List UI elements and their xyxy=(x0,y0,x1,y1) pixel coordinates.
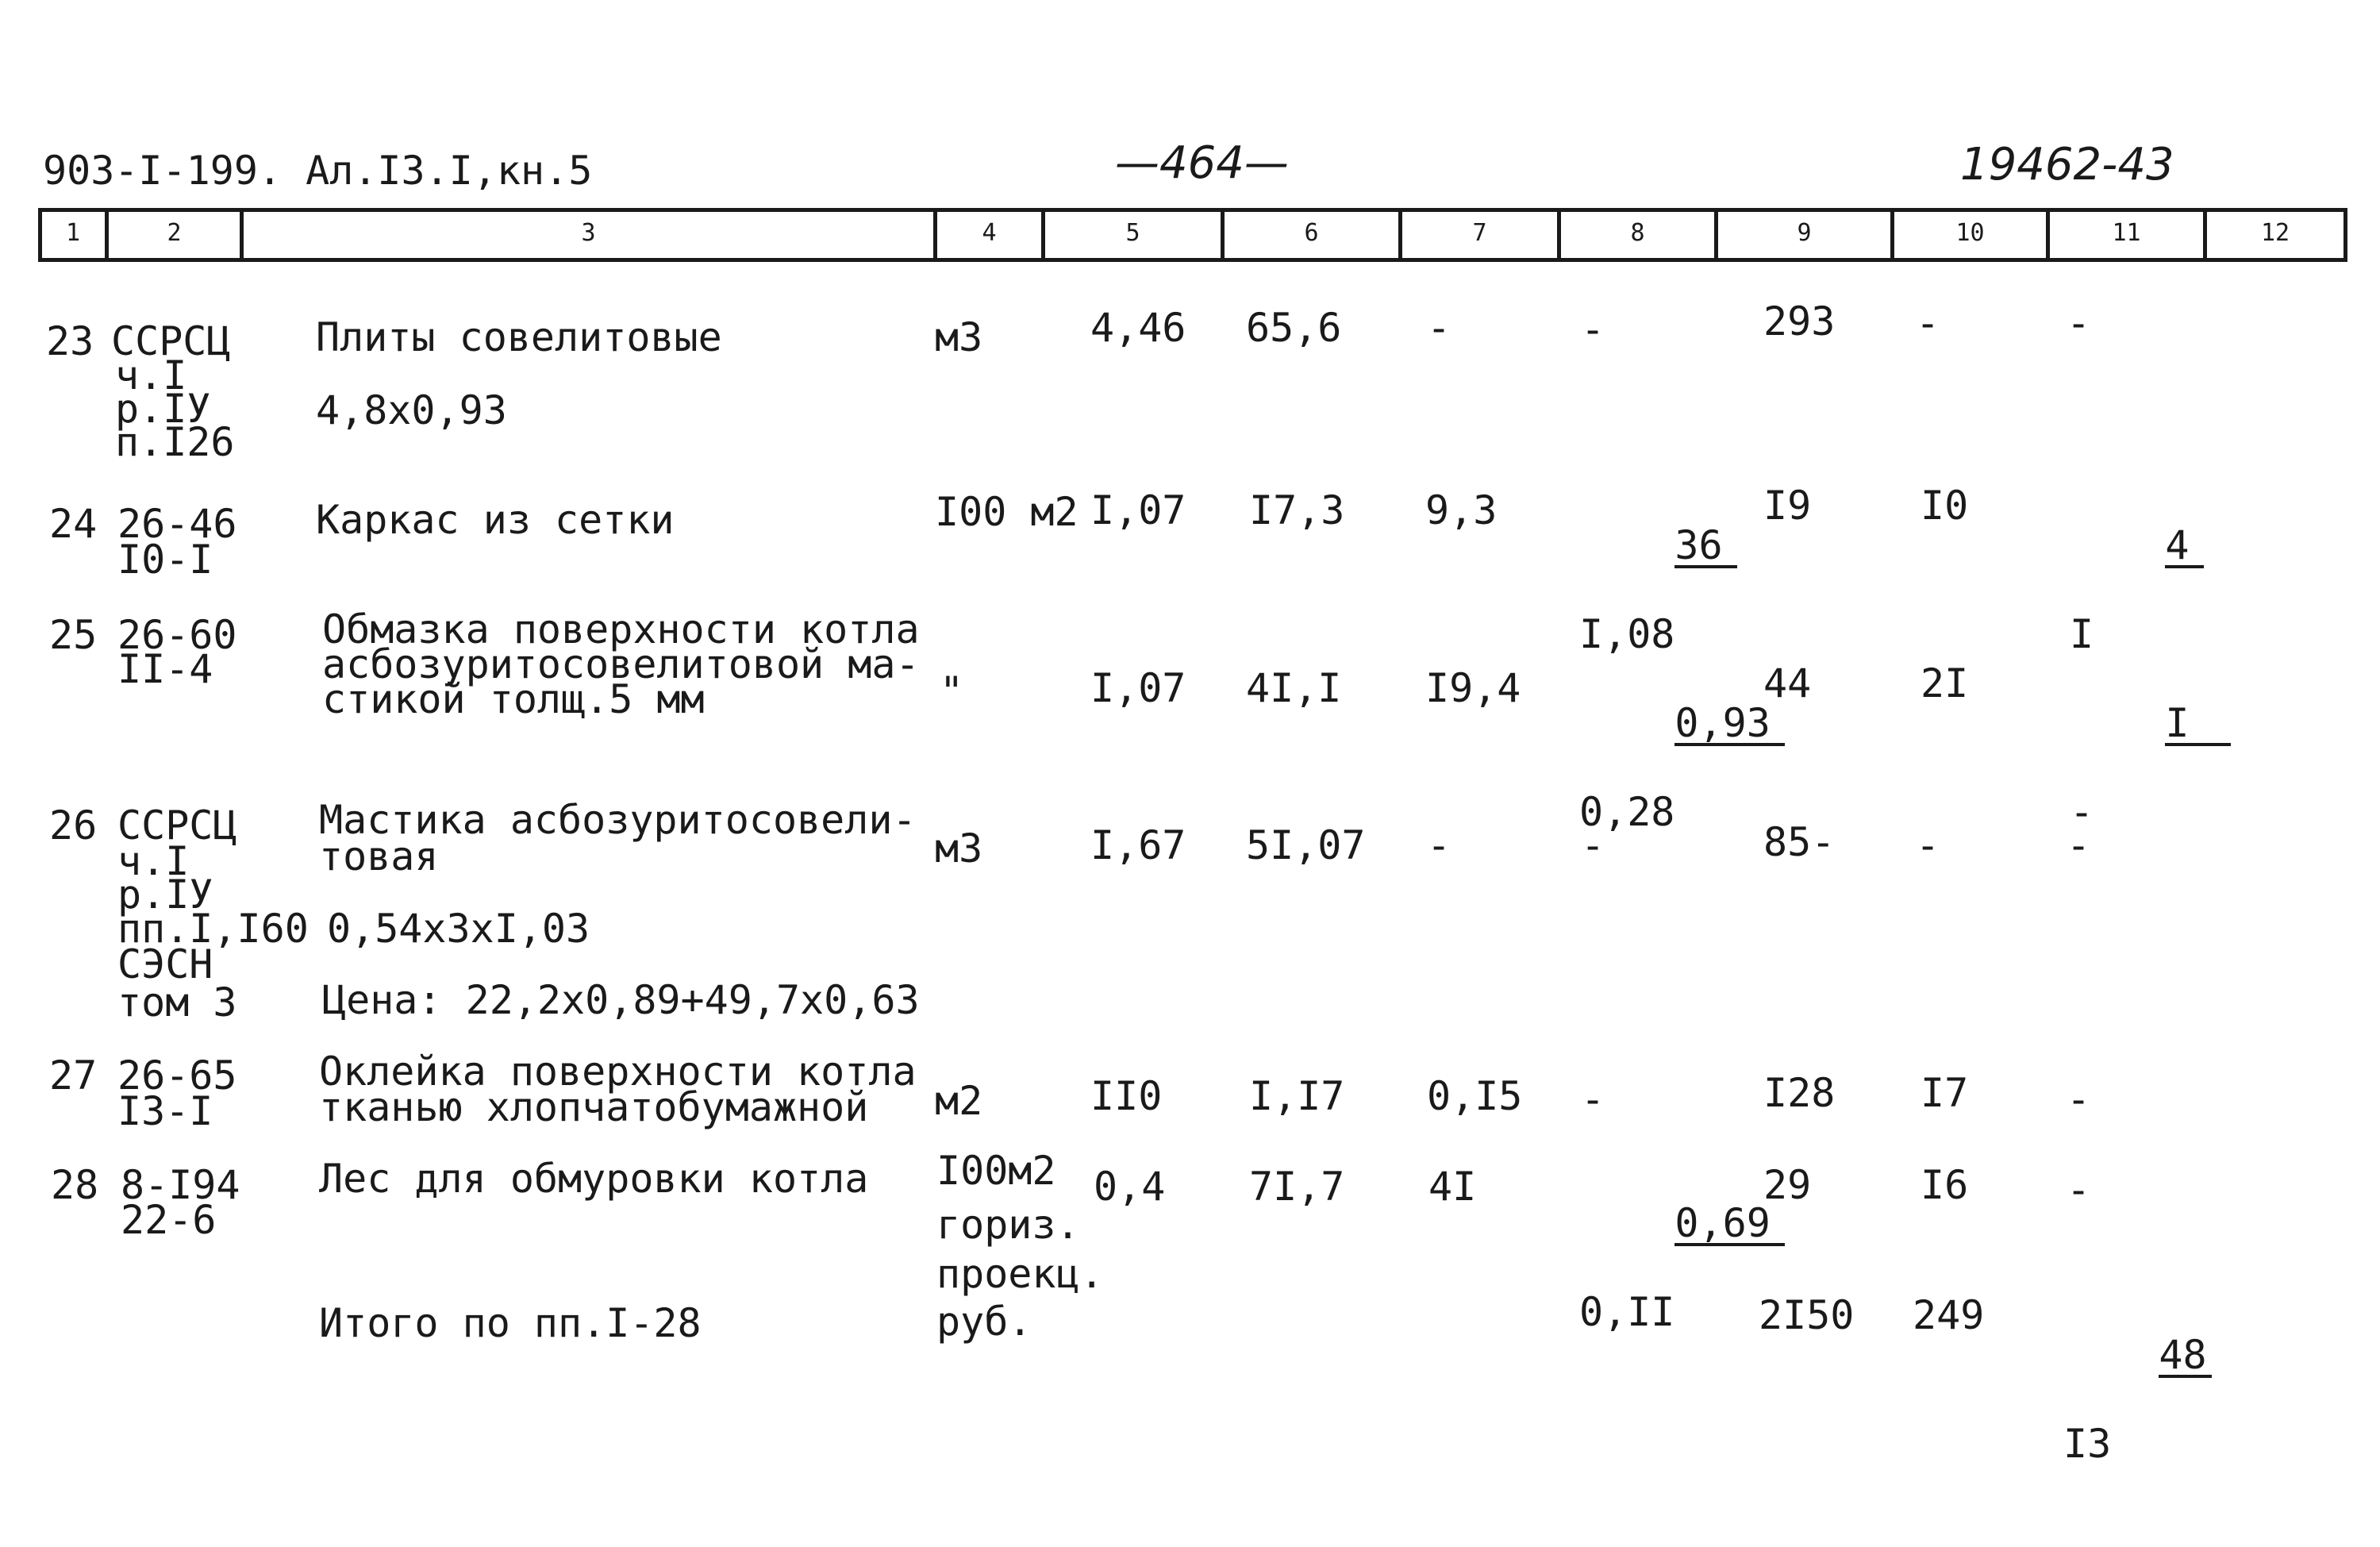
column-number-10: 10 xyxy=(1955,219,1985,247)
cell-col10: - xyxy=(1916,822,1940,868)
item-name: Обмазка поверхности котла xyxy=(322,606,920,652)
column-number-1: 1 xyxy=(65,219,81,247)
norm-code: р.IУ xyxy=(115,386,211,432)
total-label: Итого по пп.I-28 xyxy=(319,1300,702,1346)
norm-code: 22-6 xyxy=(121,1197,217,1243)
cell-col11-fraction xyxy=(2070,664,2231,911)
unit-ditto: " xyxy=(940,668,964,714)
column-number-4: 4 xyxy=(982,219,997,247)
fraction-numerator: 4 xyxy=(2165,525,2203,568)
cell-col9: I9 xyxy=(1763,483,1812,529)
item-name: стикой толщ.5 мм xyxy=(322,676,705,722)
cell-col8-fraction xyxy=(1579,664,1785,911)
column-number-11: 11 xyxy=(2112,219,2141,247)
item-name: Лес для обмуровки котла xyxy=(319,1156,869,1202)
fraction-numerator: I xyxy=(2165,703,2230,746)
cell-col10: I7 xyxy=(1921,1070,1969,1116)
cell-col10: - xyxy=(1916,300,1940,346)
column-number-6: 6 xyxy=(1304,219,1319,247)
total-col9: 2I50 xyxy=(1759,1292,1855,1338)
cell-col6: 4I,I xyxy=(1246,665,1342,711)
unit: м2 xyxy=(935,1078,983,1124)
norm-code: 26-65 xyxy=(117,1052,237,1099)
cell-col7: - xyxy=(1427,822,1451,868)
cell-col9: 44 xyxy=(1763,660,1812,706)
cell-col11: - xyxy=(2067,1167,2091,1213)
norm-code: ч.I xyxy=(117,838,190,884)
cell-col6: I,I7 xyxy=(1249,1073,1345,1119)
page-number: —464— xyxy=(1115,137,1289,189)
cell-col6: 7I,7 xyxy=(1249,1164,1345,1210)
column-number-12: 12 xyxy=(2260,219,2290,247)
fraction-denominator: I,08 xyxy=(1579,611,1675,657)
norm-code: р.IУ xyxy=(117,872,213,918)
item-name: Оклейка поверхности котла xyxy=(319,1049,917,1095)
norm-code: п.I26 xyxy=(115,419,235,465)
fraction-denominator: 0,II xyxy=(1579,1289,1675,1335)
cell-col5: I,07 xyxy=(1090,665,1186,711)
cell-col11: - xyxy=(2067,300,2091,346)
fraction-numerator: 0,69 xyxy=(1674,1203,1784,1246)
row-number: 28 xyxy=(51,1162,99,1208)
row-number: 24 xyxy=(49,501,98,547)
cell-col8-fraction xyxy=(1579,1164,1785,1411)
fraction-denominator: I3 xyxy=(2063,1421,2112,1467)
cell-col9: I28 xyxy=(1763,1070,1836,1116)
fraction-denominator: I xyxy=(2070,611,2094,657)
norm-code: ч.I xyxy=(115,352,187,398)
item-name: тканью хлопчатобумажной xyxy=(319,1084,869,1130)
column-number-8: 8 xyxy=(1630,219,1645,247)
cell-col7: 4I xyxy=(1428,1164,1477,1210)
cell-col5: II0 xyxy=(1090,1073,1163,1119)
cell-col8: - xyxy=(1581,306,1605,352)
norm-code: пп.I,I60 xyxy=(117,906,309,952)
cell-col10: I0 xyxy=(1921,483,1969,529)
cell-col6: 5I,07 xyxy=(1246,822,1366,868)
column-number-7: 7 xyxy=(1472,219,1487,247)
cell-col11: - xyxy=(2067,822,2091,868)
norm-code: СЭСН xyxy=(117,941,213,987)
cell-col5: I,67 xyxy=(1090,822,1186,868)
norm-code: 26-60 xyxy=(117,612,237,658)
cell-col7: 9,3 xyxy=(1425,487,1498,533)
norm-code: I3-I xyxy=(117,1088,213,1134)
sheet-code: 19462-43 xyxy=(1960,139,2174,190)
norm-code: 8-I94 xyxy=(121,1162,240,1208)
fraction-denominator: - xyxy=(2070,789,2094,835)
cell-col6: 65,6 xyxy=(1246,305,1342,351)
row-number: 26 xyxy=(49,802,98,849)
column-number-9: 9 xyxy=(1797,219,1812,247)
fraction-denominator: 0,28 xyxy=(1579,789,1675,835)
item-name: Каркас из сетки xyxy=(316,497,675,543)
cell-col9: 85- xyxy=(1763,819,1836,865)
total-unit: руб. xyxy=(936,1299,1032,1345)
row-number: 25 xyxy=(49,612,98,658)
item-name: асбозуритосовелитовой ма- xyxy=(322,641,920,687)
cell-col9: 29 xyxy=(1763,1162,1812,1208)
unit: I00м2 xyxy=(936,1148,1056,1194)
cell-col7: 0,I5 xyxy=(1427,1073,1523,1119)
unit: проекц. xyxy=(936,1251,1104,1297)
row-number: 27 xyxy=(49,1052,98,1099)
cell-col10: 2I xyxy=(1921,660,1969,706)
total-col10: 249 xyxy=(1913,1292,1985,1338)
column-number-3: 3 xyxy=(581,219,596,247)
cell-col6: I7,3 xyxy=(1249,487,1345,533)
unit: I00 м2 xyxy=(935,489,1078,535)
page-number-value: 464 xyxy=(1159,137,1244,189)
row-number: 23 xyxy=(46,318,94,364)
column-number-2: 2 xyxy=(167,219,182,247)
norm-code: том 3 xyxy=(117,979,237,1026)
cell-col10: I6 xyxy=(1921,1162,1969,1208)
norm-code: 26-46 xyxy=(117,501,237,547)
unit: м3 xyxy=(935,314,983,360)
total-col11-fraction xyxy=(2063,1295,2212,1543)
column-number-5: 5 xyxy=(1125,219,1140,247)
cell-col8: - xyxy=(1581,822,1605,868)
unit: м3 xyxy=(935,825,983,872)
item-name: товая xyxy=(319,833,439,879)
item-name: Плиты совелитовые xyxy=(316,314,722,360)
fraction-numerator: 36 xyxy=(1674,525,1736,568)
cell-col9: 293 xyxy=(1763,298,1836,344)
norm-code: I0-I xyxy=(117,537,213,583)
item-detail: 0,54х3хI,03 xyxy=(327,906,590,952)
cell-col5: 4,46 xyxy=(1090,305,1186,351)
cell-col11: - xyxy=(2067,1076,2091,1122)
norm-code: ССРСЦ xyxy=(117,802,237,849)
cell-col5: 0,4 xyxy=(1094,1164,1166,1210)
cell-col5: I,07 xyxy=(1090,487,1186,533)
norm-code: II-4 xyxy=(117,646,213,692)
document-code: 903-I-199. Ал.I3.I,кн.5 xyxy=(43,148,593,194)
cell-col7: I9,4 xyxy=(1425,665,1521,711)
cell-col7: - xyxy=(1427,305,1451,351)
cell-col8: - xyxy=(1581,1076,1605,1122)
item-price: Цена: 22,2х0,89+49,7х0,63 xyxy=(322,977,920,1023)
norm-code: ССРСЦ xyxy=(111,318,231,364)
item-name: Мастика асбозуритосовели- xyxy=(319,797,917,843)
fraction-numerator: 48 xyxy=(2159,1335,2211,1378)
fraction-numerator: 0,93 xyxy=(1674,703,1784,746)
unit: гориз. xyxy=(936,1202,1080,1248)
item-detail: 4,8х0,93 xyxy=(316,387,507,433)
